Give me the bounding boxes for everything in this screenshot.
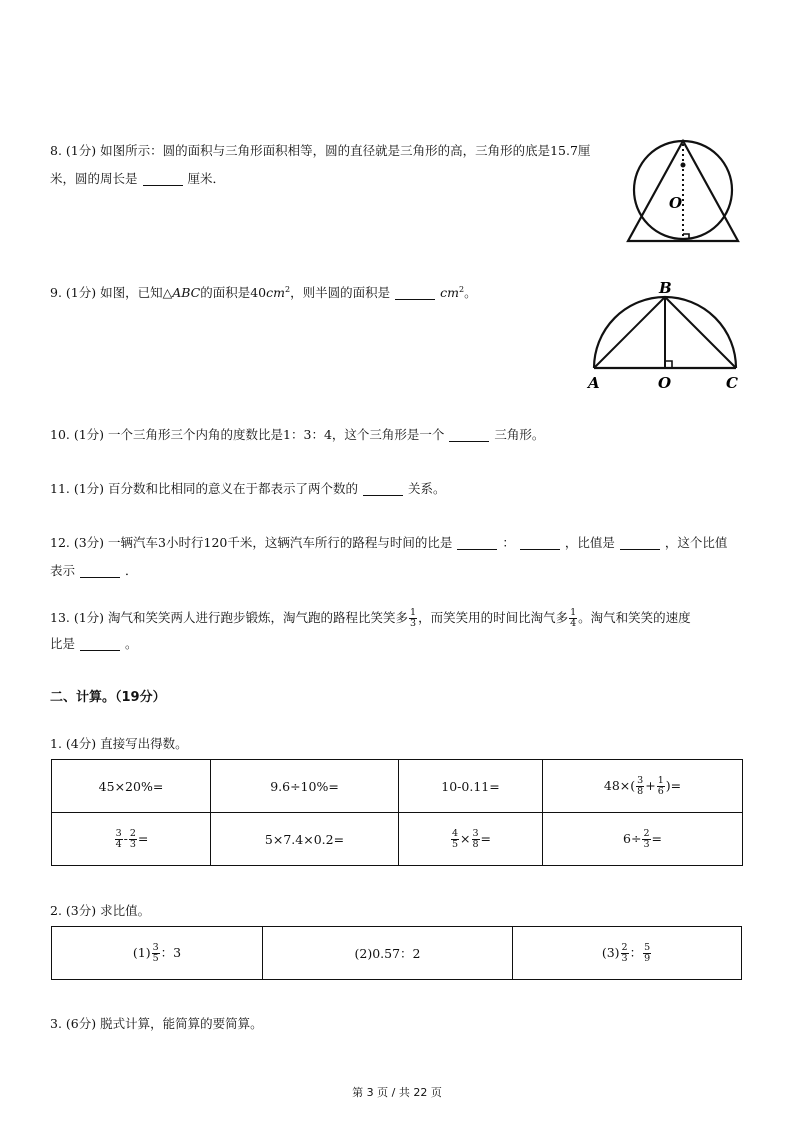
q13-line1: 13. (1分) 淘气和笑笑两人进行跑步锻炼，淘气跑的路程比笑笑多 $\frac{1}{3}$ ，而笑笑用的时间比淘气多 $\frac{1}{4}$ 。淘气和笑笑的速度 — [50, 607, 691, 629]
q8-line2: 米，圆的周长是 厘米． — [50, 171, 226, 186]
page-footer: 第 3 页 / 共 22 页 — [352, 1086, 442, 1099]
calc1-cell: 48×( $\frac{3}{8}$ + $\frac{1}{6}$ )= — [543, 760, 743, 813]
calc1-row-2 — [52, 813, 743, 866]
calc1-cell: 5×7.4×0.2= — [211, 813, 399, 866]
calc2-row — [52, 927, 742, 980]
q9-side-bc — [665, 297, 736, 368]
q8-circle-triangle-figure — [622, 138, 744, 246]
q12-blank-distance[interactable] — [457, 535, 497, 550]
calc1-cell: $\frac{4}{5}$ × $\frac{3}{8}$ = — [399, 813, 543, 866]
calc1-cell: $\frac{3}{4}$ - $\frac{2}{3}$ = — [52, 813, 211, 866]
question-11: 11. (1分) 百分数和比相同的意义在于都表示了两个数的 关系。 — [50, 481, 446, 496]
q9-label-a: A — [588, 374, 600, 392]
q9-label-c: C — [726, 374, 738, 392]
calc1-title: 1. (4分) 直接写出得数。 — [50, 736, 188, 751]
calc2-title: 2. (3分) 求比值。 — [50, 903, 151, 918]
calc1-cell: 6÷ $\frac{2}{3}$ = — [543, 813, 743, 866]
calc1-table — [51, 759, 743, 866]
q9-label-o: O — [658, 374, 672, 392]
q8-center-dot — [681, 163, 686, 168]
q12-line1: 12. (3分) 一辆汽车3小时行120千米，这辆汽车所行的路程与时间的比是 ： ，比值是 ，这个比值 — [50, 535, 728, 550]
q9-answer-blank[interactable] — [395, 285, 435, 300]
q13-answer-blank[interactable] — [80, 636, 120, 651]
question-13 — [50, 606, 691, 656]
q12-line2: 表示 ． — [50, 563, 138, 578]
calc1-cell: 10-0.11= — [399, 760, 543, 813]
section-2-heading: 二、计算。（19分） — [50, 690, 166, 705]
calc1-cell: 9.6÷10%= — [211, 760, 399, 813]
q9-side-ab — [594, 297, 665, 368]
q10-answer-blank[interactable] — [449, 427, 489, 442]
q12-blank-time[interactable] — [520, 535, 560, 550]
question-10: 10. (1分) 一个三角形三个内角的度数比是1：3：4，这个三角形是一个 三角形。 — [50, 427, 545, 442]
q12-blank-ratio-value[interactable] — [620, 535, 660, 550]
question-12 — [50, 531, 727, 583]
q8-answer-blank[interactable] — [143, 171, 183, 186]
q11-answer-blank[interactable] — [363, 481, 403, 496]
q13-line2: 比是 。 — [50, 636, 138, 651]
q8-label-o: O — [669, 194, 683, 212]
calc3-title: 3. (6分) 脱式计算，能简算的要简算。 — [50, 1016, 263, 1031]
question-8 — [50, 139, 590, 191]
q8-line1: 8. (1分) 如图所示：圆的面积与三角形面积相等，圆的直径就是三角形的高，三角形的底是15.7厘 — [50, 143, 591, 158]
calc2-cell: (2)0.57：2 — [263, 927, 513, 980]
calc1-row-1 — [52, 760, 743, 813]
calc1-cell: 45×20%= — [52, 760, 211, 813]
q13-fraction-one-third: $\frac{1}{3}$ — [410, 607, 417, 629]
calc2-table — [51, 926, 742, 980]
q9-semicircle-figure — [585, 276, 745, 394]
q12-blank-meaning[interactable] — [80, 563, 120, 578]
q9-label-b: B — [659, 279, 672, 297]
calc2-cell: (3) $\frac{2}{3}$ ： $\frac{5}{9}$ — [513, 927, 742, 980]
calc2-cell: (1) $\frac{3}{5}$ ：3 — [52, 927, 263, 980]
question-9: 9. (1分) 如图，已知△ABC的面积是$40cm^2$，则半圆的面积是 $cm^2$。 — [50, 285, 477, 301]
q13-fraction-one-quarter: $\frac{1}{4}$ — [570, 607, 577, 629]
